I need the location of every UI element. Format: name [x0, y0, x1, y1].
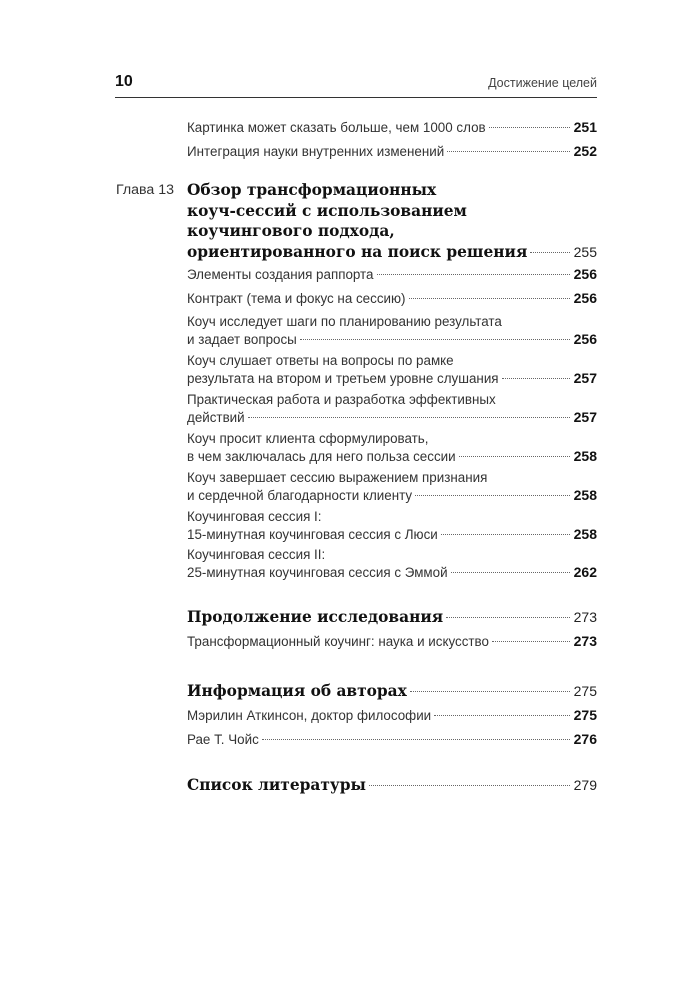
section-heading[interactable] [187, 607, 597, 627]
dot-leader [502, 378, 570, 379]
toc-entry-title: Коуч просит клиента сформулировать, [187, 431, 429, 446]
dot-leader [530, 252, 569, 253]
toc-page-number: 276 [573, 731, 597, 747]
section-title: Список литературы [187, 776, 366, 794]
chapter-label: Глава 13 [116, 182, 175, 198]
toc-entry[interactable] [187, 352, 597, 387]
dot-leader [446, 617, 570, 618]
toc-entry-title: Коуч исследует шаги по планированию результата [187, 314, 502, 329]
toc-entry[interactable] [187, 508, 597, 543]
toc-entry-title: Практическая работа и разработка эффективных [187, 392, 496, 407]
toc-entry-title: Картинка может сказать больше, чем 1000 слов [187, 120, 486, 135]
toc-page-number: 262 [573, 563, 597, 580]
running-title: Достижение целей [488, 76, 597, 90]
toc-entry-title: Элементы создания раппорта [187, 267, 374, 282]
toc-entry-title: в чем заключалась для него польза сессии [187, 448, 456, 464]
toc-page-number: 256 [573, 330, 597, 347]
toc-page-number: 273 [573, 609, 597, 625]
toc-entry[interactable] [187, 546, 597, 581]
dot-leader [434, 715, 569, 716]
toc-entry-title: 15-минутная коучинговая сессия с Люси [187, 526, 438, 542]
dot-leader [410, 691, 570, 692]
toc-page-number: 251 [573, 119, 597, 135]
toc-entry-title: Коучинговая сессия II: [187, 547, 326, 562]
toc-entry-title: Трансформационный коучинг: наука и искусство [187, 634, 489, 649]
section-title: Информация об авторах [187, 682, 407, 700]
toc-page-number: 256 [573, 290, 597, 306]
toc-entry[interactable] [187, 430, 597, 465]
dot-leader [492, 641, 570, 642]
toc-page-number: 258 [573, 525, 597, 542]
toc-entry-title: Коуч слушает ответы на вопросы по рамке [187, 353, 454, 368]
toc-page-number: 275 [573, 707, 597, 723]
dot-leader [409, 298, 570, 299]
toc-entry[interactable] [187, 707, 597, 725]
toc-page-number: 255 [573, 243, 597, 260]
toc-page-number: 273 [573, 633, 597, 649]
toc-entry-title: и сердечной благодарности клиенту [187, 487, 413, 503]
toc-entry-title: 25-минутная коучинговая сессия с Эммой [187, 564, 448, 580]
dot-leader [451, 572, 570, 573]
toc-entry[interactable] [187, 633, 597, 651]
toc-page-number: 256 [573, 266, 597, 282]
toc-entry[interactable] [187, 143, 597, 161]
toc-entry-title: Коучинговая сессия I: [187, 509, 322, 524]
toc-entry[interactable] [187, 266, 597, 284]
toc-entry-title: Интеграция науки внутренних изменений [187, 144, 445, 159]
toc-page-number: 252 [573, 143, 597, 159]
toc-page-number: 279 [573, 777, 597, 793]
toc-page-number: 257 [573, 369, 597, 386]
section-heading[interactable] [187, 775, 597, 795]
dot-leader [489, 127, 570, 128]
section-heading[interactable] [187, 681, 597, 701]
dot-leader [447, 151, 569, 152]
toc-page-number: 258 [573, 447, 597, 464]
page-number: 10 [115, 73, 133, 90]
chapter-title-line: коуч-сессий с использованием [187, 201, 467, 220]
toc-entry-title: Мэрилин Аткинсон, доктор философии [187, 708, 432, 723]
dot-leader [369, 785, 570, 786]
toc-entry-title: результата на втором и третьем уровне слушания [187, 370, 499, 386]
toc-entry[interactable] [187, 731, 597, 749]
toc-entry[interactable] [187, 290, 597, 308]
toc-page-number: 275 [573, 683, 597, 699]
dot-leader [248, 417, 570, 418]
toc-entry[interactable] [187, 313, 597, 348]
toc-entry[interactable] [187, 469, 597, 504]
toc-entry[interactable] [187, 119, 597, 137]
dot-leader [441, 534, 570, 535]
dot-leader [459, 456, 570, 457]
chapter-title-line: коучингового подхода, [187, 222, 395, 240]
toc-page-number: 258 [573, 486, 597, 503]
chapter-title[interactable] [187, 180, 597, 262]
toc-entry-title: действий [187, 409, 245, 425]
dot-leader [262, 739, 570, 740]
toc-entry-title: Контракт (тема и фокус на сессию) [187, 291, 406, 306]
toc-entry-title: Коуч завершает сессию выражением признания [187, 470, 488, 485]
dot-leader [415, 495, 570, 496]
chapter-title-line: ориентированного на поиск решения [187, 242, 528, 261]
dot-leader [377, 274, 570, 275]
dot-leader [300, 339, 570, 340]
toc-entry-title: Рае Т. Чойс [187, 732, 259, 747]
toc-entry[interactable] [187, 391, 597, 426]
section-title: Продолжение исследования [187, 608, 444, 626]
chapter-title-line: Обзор трансформационных [187, 181, 437, 199]
toc-page-number: 257 [573, 408, 597, 425]
toc-entry-title: и задает вопросы [187, 331, 297, 347]
